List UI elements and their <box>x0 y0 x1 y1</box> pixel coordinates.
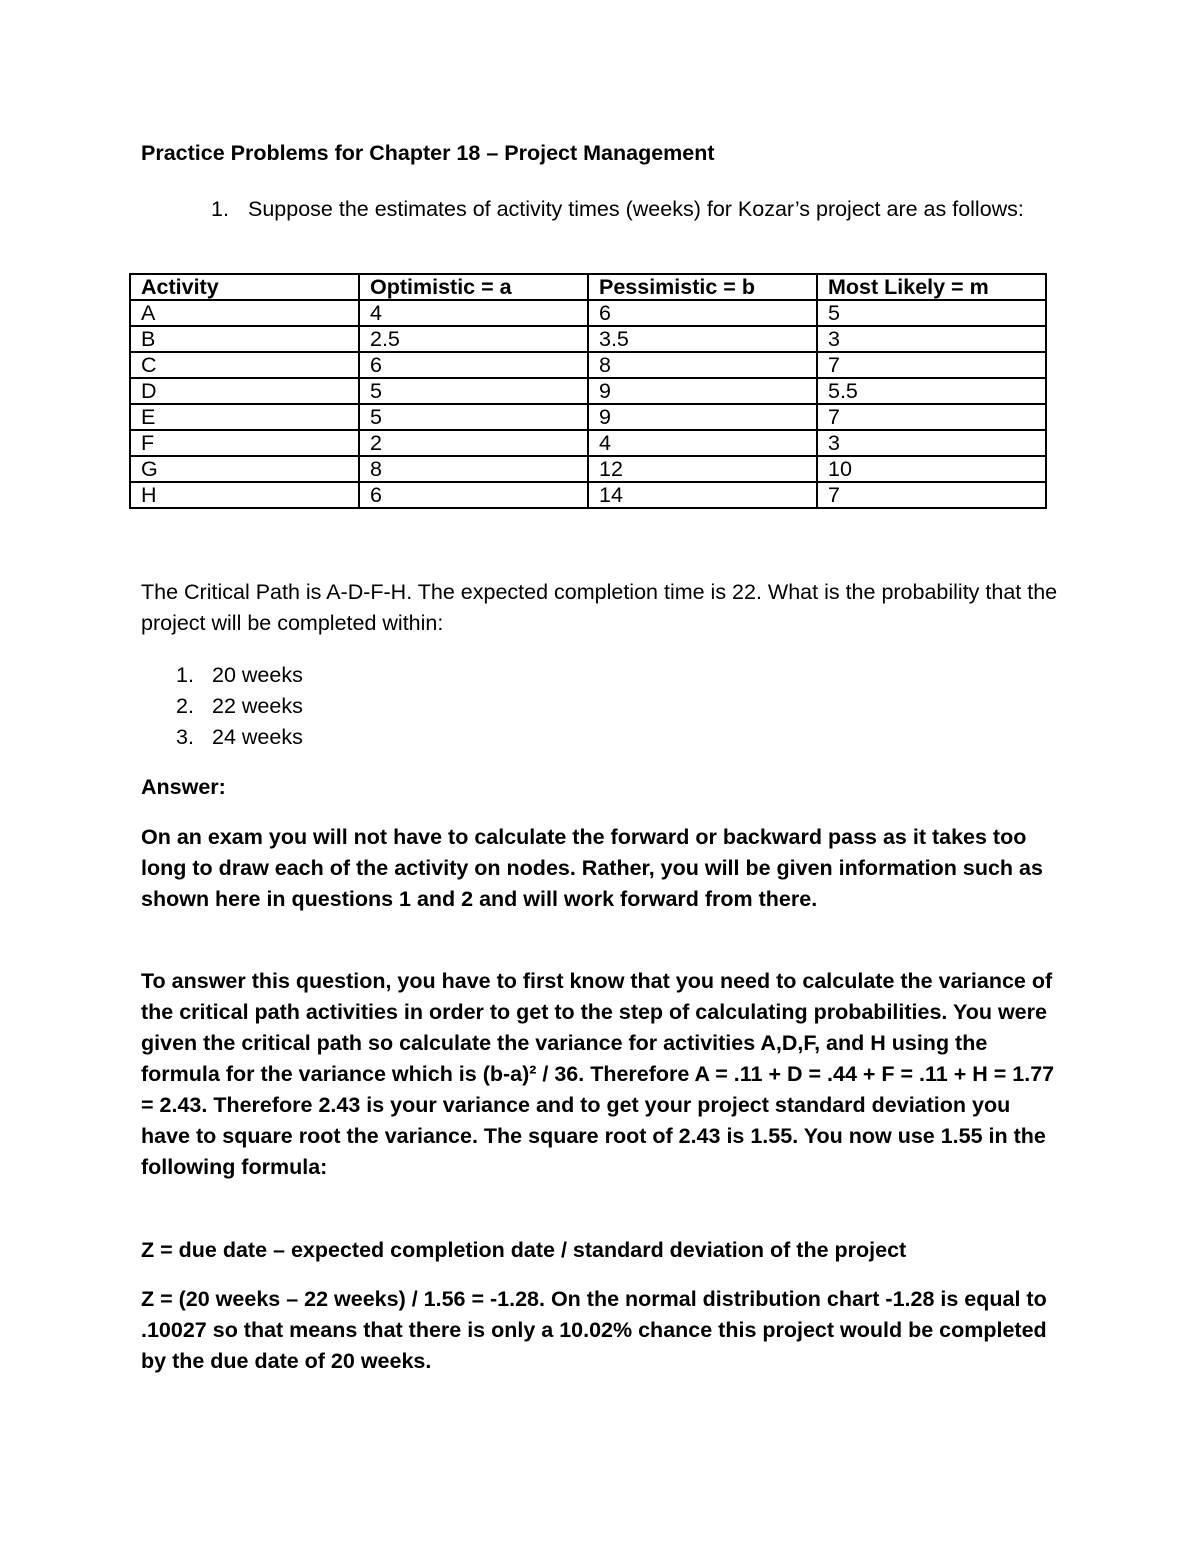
table-cell: H <box>130 482 359 508</box>
weeks-list <box>176 660 303 753</box>
table-cell: 5 <box>359 378 588 404</box>
table-header-row <box>130 274 1046 300</box>
list-item-text: 20 weeks <box>212 663 303 687</box>
table-cell: 8 <box>359 456 588 482</box>
table-cell: B <box>130 326 359 352</box>
table-cell: G <box>130 456 359 482</box>
table-row <box>130 404 1046 430</box>
table-cell: 3.5 <box>588 326 817 352</box>
list-item <box>176 691 303 722</box>
question-1 <box>211 194 1031 225</box>
table-cell: C <box>130 352 359 378</box>
header-pessimistic: Pessimistic = b <box>588 274 817 300</box>
answer-paragraph-2: To answer this question, you have to first know that you need to calculate the variance of the critical path activities in order to get to the step of calculating probabilities. You were given the critical path so calculate the variance for activities A,D,F, and H using the formula for the variance which is (b-a)² / 36. Therefore A = .11 + D = .44 + F = .11 + H = 1.77 = 2.43. Therefore 2.43 is your variance and to get your project standard deviation you have to square root the variance. The square root of 2.43 is 1.55. You now use 1.55 in the following formula: <box>141 969 1055 1179</box>
list-item-number: 3. <box>176 725 194 749</box>
table-cell: 4 <box>359 300 588 326</box>
list-item-text: 22 weeks <box>212 694 303 718</box>
table-cell: 7 <box>817 352 1046 378</box>
table-cell: 2.5 <box>359 326 588 352</box>
table-cell: 14 <box>588 482 817 508</box>
list-item <box>176 660 303 691</box>
table-row <box>130 326 1046 352</box>
table-row <box>130 430 1046 456</box>
header-optimistic: Optimistic = a <box>359 274 588 300</box>
table-cell: 5.5 <box>817 378 1046 404</box>
z-formula: Z = due date – expected completion date / standard deviation of the project <box>141 1238 907 1262</box>
table-cell: A <box>130 300 359 326</box>
answer-label: Answer: <box>141 775 226 799</box>
table-row <box>130 456 1046 482</box>
table-row <box>130 300 1046 326</box>
table-cell: E <box>130 404 359 430</box>
table-cell: 8 <box>588 352 817 378</box>
table-cell: 6 <box>588 300 817 326</box>
header-most-likely: Most Likely = m <box>817 274 1046 300</box>
table-cell: 5 <box>817 300 1046 326</box>
table-cell: 3 <box>817 430 1046 456</box>
question-1-text: Suppose the estimates of activity times (weeks) for Kozar’s project are as follows: <box>248 197 1024 221</box>
answer-paragraph-3: Z = (20 weeks – 22 weeks) / 1.56 = -1.28. On the normal distribution chart -1.28 is equal to .10027 so that means that there is only a 10.02% chance this project would be completed by the due date of 20 weeks. <box>141 1287 1047 1373</box>
table-row <box>130 378 1046 404</box>
table-cell: F <box>130 430 359 456</box>
table-cell: 6 <box>359 352 588 378</box>
table-cell: 10 <box>817 456 1046 482</box>
table-cell: 6 <box>359 482 588 508</box>
table-row <box>130 352 1046 378</box>
page-title: Practice Problems for Chapter 18 – Project Management <box>141 141 715 165</box>
table-cell: D <box>130 378 359 404</box>
list-item-number: 1. <box>176 663 194 687</box>
table-cell: 3 <box>817 326 1046 352</box>
table-cell: 4 <box>588 430 817 456</box>
table-cell: 9 <box>588 404 817 430</box>
activity-times-table <box>129 273 1047 509</box>
table-cell: 5 <box>359 404 588 430</box>
table-row <box>130 482 1046 508</box>
question-1-number: 1. <box>211 197 229 221</box>
table-cell: 7 <box>817 482 1046 508</box>
table-cell: 7 <box>817 404 1046 430</box>
table-cell: 2 <box>359 430 588 456</box>
list-item <box>176 722 303 753</box>
header-activity: Activity <box>130 274 359 300</box>
answer-paragraph-1: On an exam you will not have to calculate the forward or backward pass as it takes too long to draw each of the activity on nodes. Rather, you will be given information such as shown here in questions 1 and 2 and will work forward from there. <box>141 825 1043 911</box>
critical-path-paragraph: The Critical Path is A-D-F-H. The expected completion time is 22. What is the probability that the project will be completed within: <box>141 580 1058 635</box>
list-item-number: 2. <box>176 694 194 718</box>
list-item-text: 24 weeks <box>212 725 303 749</box>
table-cell: 9 <box>588 378 817 404</box>
table-cell: 12 <box>588 456 817 482</box>
